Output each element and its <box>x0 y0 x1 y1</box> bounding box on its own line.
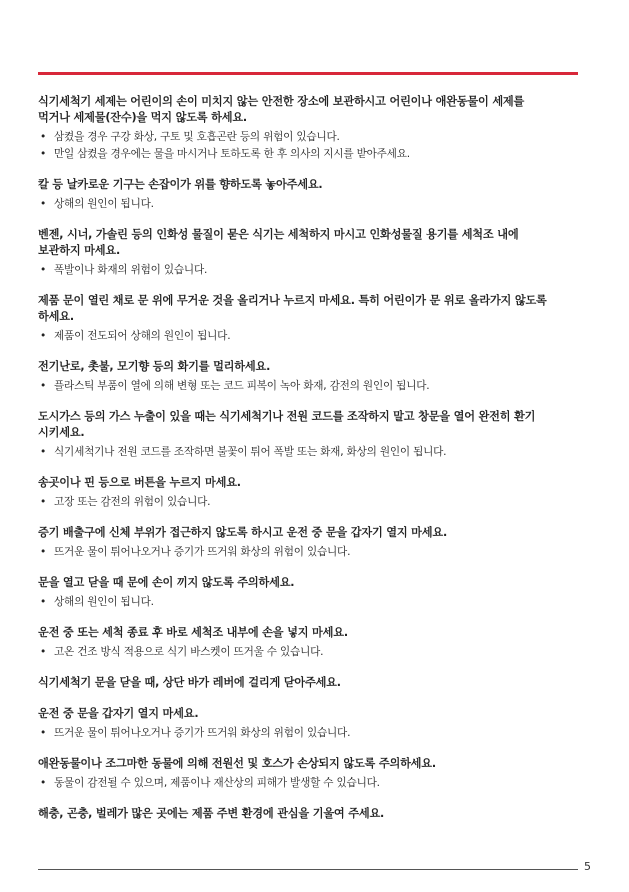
bullet-list <box>38 129 586 162</box>
bullet-text: 고장 또는 감전의 위험이 있습니다. <box>54 496 211 508</box>
heading-line: 식기세척기 문을 닫을 때, 상단 바가 레버에 걸리게 닫아주세요. <box>38 676 341 689</box>
heading-line: 하세요. <box>38 310 74 323</box>
instruction-heading <box>38 525 586 541</box>
bullet-item <box>38 544 586 560</box>
bullet-list <box>38 775 586 791</box>
heading-line: 도시가스 등의 가스 누출이 있을 때는 식기세척기나 전원 코드를 조작하지 말고 창문을 열어 완전히 환기 <box>38 410 536 423</box>
instruction-heading <box>38 806 586 822</box>
instruction-heading <box>38 177 586 193</box>
heading-line: 운전 중 또는 세척 종료 후 바로 세척조 내부에 손을 넣지 마세요. <box>38 626 348 639</box>
instruction-item <box>38 475 586 510</box>
bullet-item <box>38 444 586 460</box>
heading-line: 전기난로, 촛불, 모기향 등의 화기를 멀리하세요. <box>38 360 271 373</box>
bullet-text: 만일 삼켰을 경우에는 물을 마시거나 토하도록 한 후 의사의 지시를 받아주세요. <box>54 148 410 160</box>
instruction-item <box>38 525 586 560</box>
instruction-item <box>38 806 586 822</box>
bullet-item <box>38 378 586 394</box>
heading-line: 식기세척기 세제는 어린이의 손이 미치지 않는 안전한 장소에 보관하시고 어린이나 애완동물이 세제를 <box>38 95 525 108</box>
bullet-item <box>38 725 586 741</box>
bullet-item <box>38 644 586 660</box>
bullet-dot-icon: • <box>39 777 47 789</box>
bullet-text: 상해의 원인이 됩니다. <box>54 596 154 608</box>
instruction-heading <box>38 409 586 441</box>
bullet-list <box>38 328 586 344</box>
bullet-dot-icon: • <box>39 496 47 508</box>
instruction-heading <box>38 359 586 375</box>
bullet-list <box>38 378 586 394</box>
instruction-item <box>38 625 586 660</box>
heading-line: 문을 열고 닫을 때 문에 손이 끼지 않도록 주의하세요. <box>38 576 295 589</box>
instruction-heading <box>38 475 586 491</box>
bullet-dot-icon: • <box>39 131 47 143</box>
bullet-text: 폭발이나 화재의 위험이 있습니다. <box>54 264 208 276</box>
bullet-item <box>38 262 586 278</box>
bullet-text: 고온 건조 방식 적용으로 식기 바스켓이 뜨거울 수 있습니다. <box>54 646 324 658</box>
bullet-text: 플라스틱 부품이 열에 의해 변형 또는 코드 피복이 녹아 화재, 감전의 원인이 됩니다. <box>54 380 430 392</box>
heading-line: 제품 문이 열린 채로 문 위에 무거운 것을 올리거나 누르지 마세요. 특히 어린이가 문 위로 올라가지 않도록 <box>38 294 547 307</box>
instruction-heading <box>38 575 586 591</box>
bullet-item <box>38 494 586 510</box>
heading-line: 벤젠, 시너, 가솔린 등의 인화성 물질이 묻은 식기는 세척하지 마시고 인화성물질 용기를 세척조 내에 <box>38 228 519 241</box>
heading-line: 해충, 곤충, 벌레가 많은 곳에는 제품 주변 환경에 관심을 기울여 주세요. <box>38 807 385 820</box>
safety-instructions <box>38 94 586 837</box>
bullet-item <box>38 775 586 791</box>
heading-line: 먹거나 세제물(잔수)을 먹지 않도록 하세요. <box>38 111 247 124</box>
instruction-heading <box>38 625 586 641</box>
top-accent-rule <box>38 72 578 75</box>
heading-line: 시키세요. <box>38 426 85 439</box>
heading-line: 증기 배출구에 신체 부위가 접근하지 않도록 하시고 운전 중 문을 갑자기 열지 마세요. <box>38 526 448 539</box>
instruction-heading <box>38 706 586 722</box>
heading-line: 애완동물이나 조그마한 동물에 의해 전원선 및 호스가 손상되지 않도록 주의하세요. <box>38 757 436 770</box>
bullet-dot-icon: • <box>39 148 47 160</box>
bullet-dot-icon: • <box>39 727 47 739</box>
bullet-dot-icon: • <box>39 330 47 342</box>
bullet-dot-icon: • <box>39 264 47 276</box>
bullet-text: 제품이 전도되어 상해의 원인이 됩니다. <box>54 330 231 342</box>
instruction-heading <box>38 756 586 772</box>
bullet-text: 뜨거운 물이 튀어나오거나 증기가 뜨거워 화상의 위험이 있습니다. <box>54 727 351 739</box>
bullet-list <box>38 644 586 660</box>
bullet-list <box>38 594 586 610</box>
instruction-heading <box>38 293 586 325</box>
bullet-text: 뜨거운 물이 튀어나오거나 증기가 뜨거워 화상의 위험이 있습니다. <box>54 546 351 558</box>
heading-line: 보관하지 마세요. <box>38 244 120 257</box>
bullet-text: 동물이 감전될 수 있으며, 제품이나 재산상의 피해가 발생할 수 있습니다. <box>54 777 380 789</box>
instruction-heading <box>38 227 586 259</box>
bullet-text: 삼켰을 경우 구강 화상, 구토 및 호흡곤란 등의 위험이 있습니다. <box>54 131 340 143</box>
instruction-heading <box>38 675 586 691</box>
instruction-item <box>38 675 586 691</box>
bullet-dot-icon: • <box>39 380 47 392</box>
instruction-heading <box>38 94 586 126</box>
heading-line: 칼 등 날카로운 기구는 손잡이가 위를 향하도록 놓아주세요. <box>38 178 323 191</box>
instruction-item <box>38 359 586 394</box>
bullet-item <box>38 594 586 610</box>
instruction-item <box>38 227 586 278</box>
bullet-list <box>38 544 586 560</box>
instruction-item <box>38 177 586 212</box>
bullet-dot-icon: • <box>39 198 47 210</box>
bullet-list <box>38 494 586 510</box>
footer-rule <box>38 869 578 870</box>
bullet-list <box>38 725 586 741</box>
bullet-text: 식기세척기나 전원 코드를 조작하면 불꽃이 튀어 폭발 또는 화재, 화상의 원인이 됩니다. <box>54 446 447 458</box>
instruction-item <box>38 706 586 741</box>
bullet-dot-icon: • <box>39 446 47 458</box>
heading-line: 운전 중 문을 갑자기 열지 마세요. <box>38 707 199 720</box>
instruction-item <box>38 94 586 162</box>
bullet-item <box>38 196 586 212</box>
bullet-dot-icon: • <box>39 646 47 658</box>
bullet-item <box>38 146 586 162</box>
bullet-list <box>38 196 586 212</box>
instruction-item <box>38 293 586 344</box>
bullet-item <box>38 328 586 344</box>
instruction-item <box>38 756 586 791</box>
bullet-dot-icon: • <box>39 546 47 558</box>
bullet-dot-icon: • <box>39 596 47 608</box>
heading-line: 송곳이나 핀 등으로 버튼을 누르지 마세요. <box>38 476 241 489</box>
bullet-list <box>38 262 586 278</box>
bullet-item <box>38 129 586 145</box>
instruction-item <box>38 575 586 610</box>
instruction-item <box>38 409 586 460</box>
bullet-list <box>38 444 586 460</box>
page-number: 5 <box>584 860 591 873</box>
bullet-text: 상해의 원인이 됩니다. <box>54 198 154 210</box>
